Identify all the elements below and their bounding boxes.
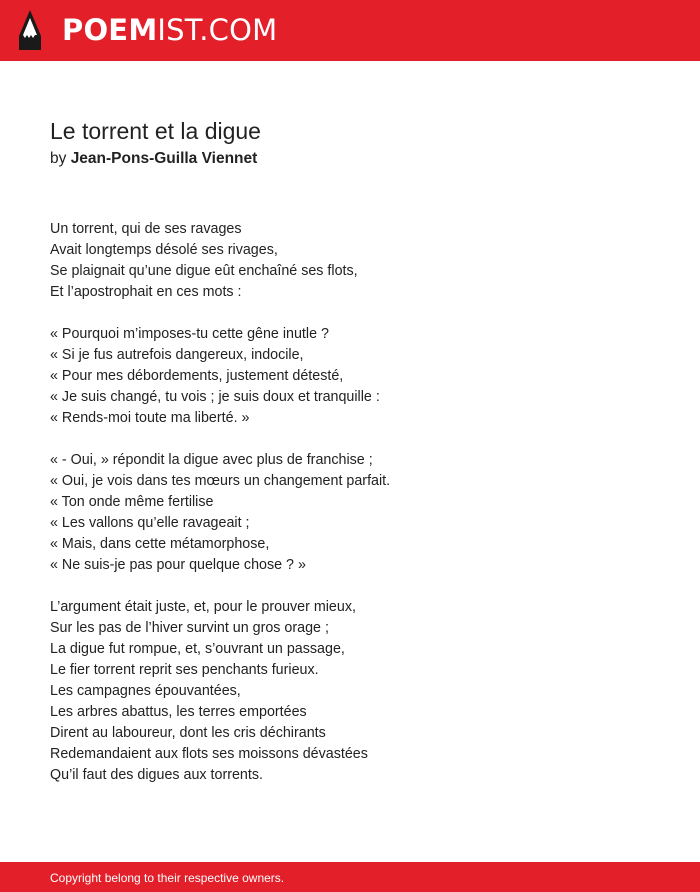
poem-stanza <box>50 219 650 303</box>
poem-line: Se plaignait qu’une digue eût enchaîné ses flots, <box>50 263 358 279</box>
poem-line: Les arbres abattus, les terres emportées <box>50 704 307 720</box>
poem-line: Qu’il faut des digues aux torrents. <box>50 767 263 783</box>
poem-line: « Pour mes débordements, justement détesté, <box>50 368 344 384</box>
poem-stanza <box>50 324 650 429</box>
poem-line: « Je suis changé, tu vois ; je suis doux et tranquille : <box>50 389 380 405</box>
poem-line: « - Oui, » répondit la digue avec plus de franchise ; <box>50 452 373 468</box>
author-name: Jean-Pons-Guilla Viennet <box>70 150 258 167</box>
poem-line: Le fier torrent reprit ses penchants furieux. <box>50 662 319 678</box>
poem-line: Redemandaient aux flots ses moissons dévastées <box>50 746 368 762</box>
poem-line: « Ne suis-je pas pour quelque chose ? » <box>50 557 306 573</box>
site-footer <box>0 862 700 892</box>
poem-line: La digue fut rompue, et, s’ouvrant un passage, <box>50 641 345 657</box>
site-header <box>0 0 700 61</box>
poem-line: « Les vallons qu’elle ravageait ; <box>50 515 250 531</box>
poem-line: « Si je fus autrefois dangereux, indocile, <box>50 347 304 363</box>
copyright-notice: Copyright belong to their respective owners. <box>50 871 285 885</box>
poem-line: Sur les pas de l’hiver survint un gros orage ; <box>50 620 329 636</box>
poem-line: L’argument était juste, et, pour le prouver mieux, <box>50 599 356 615</box>
poem-stanza <box>50 450 650 576</box>
poem-line: Dirent au laboureur, dont les cris déchirants <box>50 725 326 741</box>
poem-line: Et l’apostrophait en ces mots : <box>50 284 242 300</box>
poem-body <box>50 219 650 807</box>
pencil-logo-icon[interactable] <box>17 9 43 51</box>
poem-title: Le torrent et la digue <box>50 118 261 144</box>
site-logo[interactable] <box>62 10 277 50</box>
poem-line: « Oui, je vois dans tes mœurs un changement parfait. <box>50 473 391 489</box>
logo-text-light: IST.COM <box>157 13 278 47</box>
logo-text-bold: POEM <box>62 13 158 47</box>
poem-line: Un torrent, qui de ses ravages <box>50 221 242 237</box>
poem-line: « Mais, dans cette métamorphose, <box>50 536 270 552</box>
poem-line: Les campagnes épouvantées, <box>50 683 241 699</box>
byline-prefix: by <box>50 150 67 167</box>
byline <box>50 148 257 170</box>
poem-line: « Pourquoi m’imposes-tu cette gêne inutle ? <box>50 326 329 342</box>
poem-line: Avait longtemps désolé ses rivages, <box>50 242 278 258</box>
poem-line: « Rends-moi toute ma liberté. » <box>50 410 250 426</box>
poem-line: « Ton onde même fertilise <box>50 494 214 510</box>
poem-stanza <box>50 597 650 786</box>
